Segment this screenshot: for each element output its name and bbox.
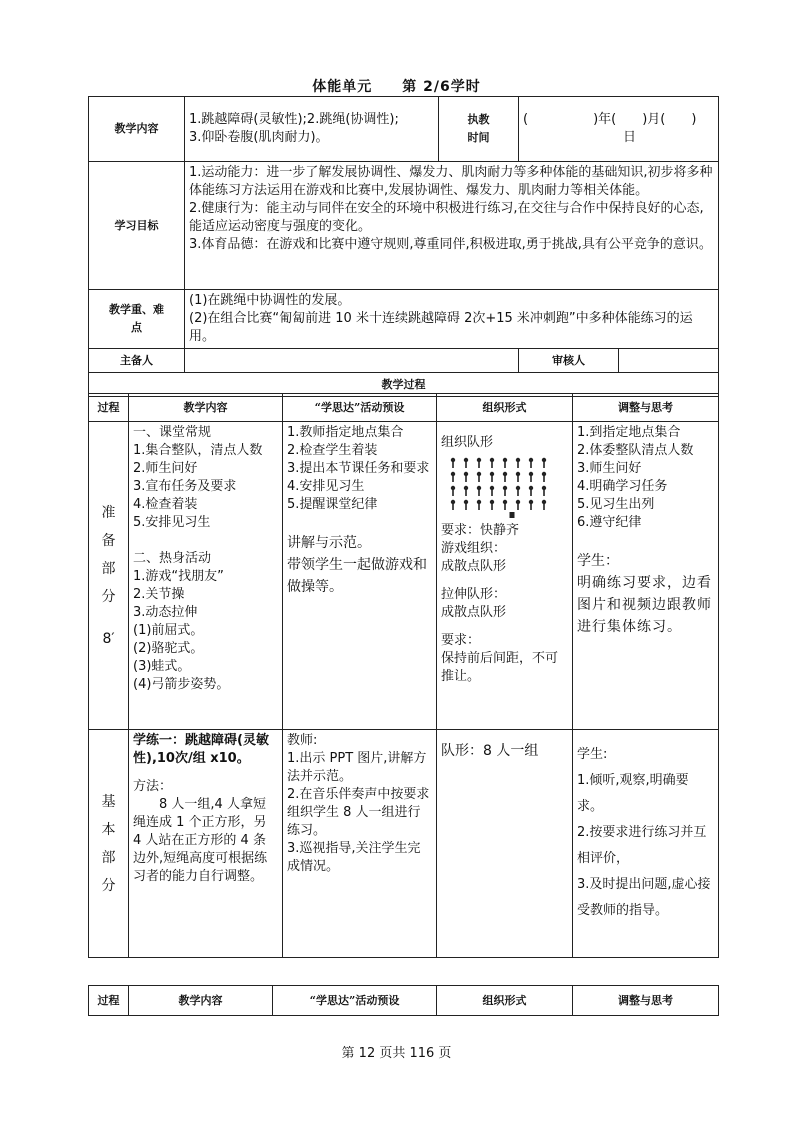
process-table <box>88 393 719 958</box>
col-content: 教学内容 <box>129 394 283 422</box>
date-line: ( )年( )月( ) <box>523 112 697 127</box>
page-footer: 第 12 页共 116 页 <box>341 1046 452 1061</box>
col-process: 过程 <box>89 394 129 422</box>
goal-item: 2.健康行为：能主动与同伴在安全的环境中积极进行练习,在交往与合作中保持良好的心态,能适应运动密度与强度的变化。 <box>189 201 704 234</box>
prep-activity: 1.教师指定地点集合 2.检查学生着装 3.提出本节课任务和要求 4.安排见习生 5.提醒课堂纪律 讲解与示范。 带领学生一起做游戏和做操等。 <box>283 422 437 730</box>
col-process: 过程 <box>89 986 129 1016</box>
page-title: 体能单元 第 2/6学时 <box>312 79 481 95</box>
teach-time-label: 执教 时间 <box>439 97 519 162</box>
col-activity: “学思达”活动预设 <box>273 986 437 1016</box>
drill-title: 学练一：跳越障碍(灵敏性),10次/组 x10。 <box>133 733 269 766</box>
next-page-header <box>88 985 719 1016</box>
reviewer-value <box>619 349 719 373</box>
goals-cell <box>185 162 719 290</box>
student-row <box>451 458 546 468</box>
formation-diagram <box>447 456 557 518</box>
content-cell <box>185 97 439 162</box>
key-point: (2)在组合比赛“匍匐前进 10 米十连续跳越障碍 2次+15 米冲刺跑”中多种体能练习的运用。 <box>189 311 693 344</box>
prep-organization: 组织队形 要求：快静齐 游戏组织： 成散点队形 拉伸队形： 成散点队形 要求： 保持前后间距，不可推让。 <box>437 422 573 730</box>
goal-item: 3.体育品德：在游戏和比赛中遵守规则,尊重同伴,积极进取,勇于挑战,具有公平竞争的意识。 <box>189 237 712 252</box>
col-organization: 组织形式 <box>437 394 573 422</box>
prep-section-label: 准 备 部 分 8′ <box>89 422 129 730</box>
goal-item: 1.运动能力：进一步了解发展协调性、爆发力、肌肉耐力等多种体能的基础知识,初步将多种体能练习方法运用在游戏和比赛中,发展协调性、爆发力、肌肉耐力等相关体能。 <box>189 165 713 198</box>
key-points-label: 教学重、难 点 <box>89 290 185 349</box>
content-line: 1.跳越障碍(灵敏性);2.跳绳(协调性); <box>189 112 399 127</box>
process-title: 教学过程 <box>89 373 719 397</box>
col-activity: “学思达”活动预设 <box>283 394 437 422</box>
preparer-value <box>185 349 519 373</box>
prep-content: 一、课堂常规 1.集合整队，清点人数 2.师生问好 3.宣布任务及要求 4.检查着装 5.安排见习生 二、热身活动 1.游戏“找朋友” 2.关节操 3.动态拉伸 (1)前屈式。 (2)骆驼式。 (3)蛙式。 (4)弓箭步姿势。 <box>129 422 283 730</box>
content-label: 教学内容 <box>89 97 185 162</box>
basic-activity: 教师: 1.出示 PPT 图片,讲解方法并示范。 2.在音乐伴奏声中按要求组织学生 8 人一组进行练习。 3.巡视指导,关注学生完成情况。 <box>283 730 437 958</box>
col-reflection: 调整与思考 <box>573 986 719 1016</box>
key-points-cell <box>185 290 719 349</box>
reviewer-label: 审核人 <box>519 349 619 373</box>
goals-label: 学习目标 <box>89 162 185 290</box>
basic-reflection: 学生: 1.倾听,观察,明确要求。 2.按要求进行练习并互相评价， 3.及时提出问题,虚心接受教师的指导。 <box>573 730 719 958</box>
basic-organization: 队形：8 人一组 <box>437 730 573 958</box>
basic-section-label: 基 本 部 分 <box>89 730 129 958</box>
content-line: 3.仰卧卷腹(肌肉耐力)。 <box>189 130 329 145</box>
org-title: 组织队形 <box>441 435 494 450</box>
prep-time: 8′ <box>102 630 115 647</box>
lesson-info-table <box>88 96 719 397</box>
basic-content: 学练一：跳越障碍(灵敏性),10次/组 x10。 方法： 8 人一组,4 人拿短绳连成 1 个正方形，另 4 人站在正方形的 4 条边外,短绳高度可根据练习者的能力自行调整。 <box>129 730 283 958</box>
date-cell <box>519 97 719 162</box>
col-reflection: 调整与思考 <box>573 394 719 422</box>
preparer-label: 主备人 <box>89 349 185 373</box>
col-content: 教学内容 <box>129 986 273 1016</box>
key-point: (1)在跳绳中协调性的发展。 <box>189 293 351 308</box>
prep-reflection: 1.到指定地点集合 2.体委整队清点人数 3.师生问好 4.明确学习任务 5.见习生出列 6.遵守纪律 学生： 明确练习要求，边看图片和视频边跟教师进行集体练习。 <box>573 422 719 730</box>
col-organization: 组织形式 <box>437 986 573 1016</box>
date-day: 日 <box>623 130 637 145</box>
teacher-marker <box>510 512 515 518</box>
